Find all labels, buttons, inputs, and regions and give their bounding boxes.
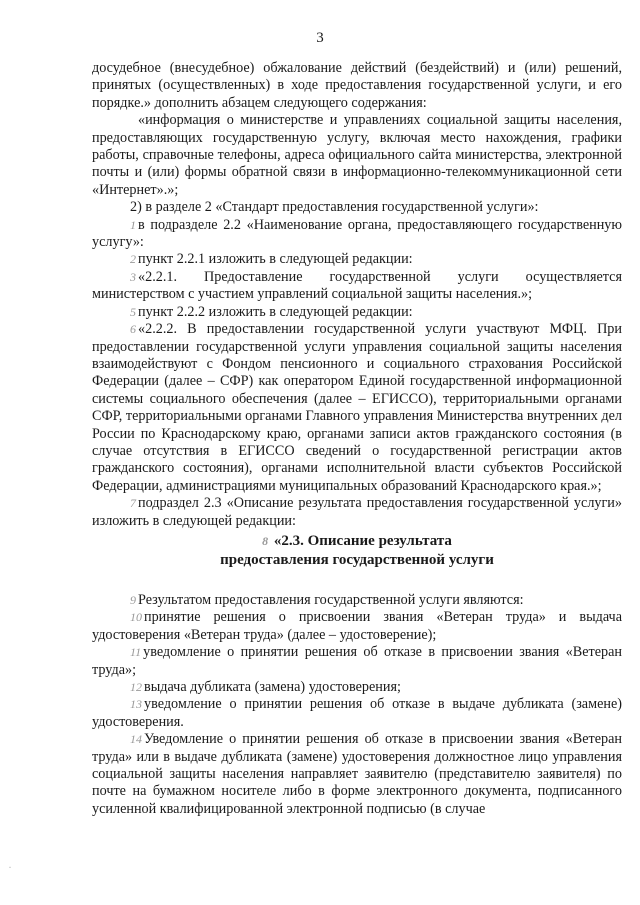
paragraph <box>92 304 622 321</box>
paragraph <box>92 495 622 530</box>
paragraph-text: принятие решения о присвоении звания «Ветеран труда» и выдача удостоверения «Ветеран труда» (далее – удостоверение); <box>92 609 622 643</box>
handwritten-mark: 11 <box>130 645 142 660</box>
paragraph <box>92 269 622 304</box>
paragraph <box>92 251 622 268</box>
paragraph <box>92 679 622 696</box>
section-heading-line1: «2.3. Описание результата <box>273 532 452 549</box>
paragraph-group-2 <box>92 592 622 818</box>
paragraph <box>92 696 622 731</box>
handwritten-mark: 7 <box>130 496 136 511</box>
handwritten-mark: 9 <box>130 592 136 607</box>
paragraph <box>92 731 622 818</box>
paragraph-text: пункт 2.2.1 изложить в следующей редакции: <box>138 251 413 268</box>
paragraph-text: досудебное (внесудебное) обжалование действий (бездействий) и (или) решений, принятых (осуществленных) в ходе предоставления государственной услуги, и его порядке.» дополнить абзацем следующего содержания: <box>92 60 622 111</box>
paragraph-text: «2.2.1. Предоставление государственной услуги осуществляется министерством с участием управлений социальной защиты населения.»; <box>92 268 622 303</box>
paragraph <box>92 321 622 495</box>
paragraph <box>92 112 622 199</box>
paragraph <box>92 60 622 112</box>
handwritten-mark: 10 <box>130 610 142 625</box>
paragraph-text: в подразделе 2.2 «Наименование органа, предоставляющего государственную услугу»: <box>92 216 622 251</box>
paragraph <box>92 592 622 609</box>
handwritten-mark: 3 <box>130 269 136 284</box>
section-heading <box>92 532 622 570</box>
handwritten-mark: 2 <box>130 252 136 267</box>
handwritten-mark: 8 <box>262 533 269 548</box>
paragraph-text: уведомление о принятии решения об отказе в присвоении звания «Ветеран труда»; <box>92 644 622 678</box>
paragraph-text: «информация о министерстве и управлениях социальной защиты населения, предоставляющих государственную услугу, включая место нахождения, графики работы, справочные телефоны, адреса официального сайта министерства, электронной почты и (или) формы обратной связи в информационно-телекоммуникационной сети «Интернет».»; <box>92 112 622 198</box>
paragraph-text: выдача дубликата (замена) удостоверения; <box>144 679 401 695</box>
paragraph-text: уведомление о принятии решения об отказе в выдаче дубликата (замене) удостоверения. <box>92 696 622 730</box>
margin-mark: · <box>8 860 12 874</box>
paragraph <box>92 217 622 252</box>
handwritten-mark: 1 <box>130 217 136 232</box>
document-body <box>92 60 622 818</box>
paragraph <box>92 609 622 644</box>
paragraph-text: подраздел 2.3 «Описание результата предоставления государственной услуги» изложить в следующей редакции: <box>92 495 622 529</box>
paragraph-text: «2.2.2. В предоставлении государственной услуги участвуют МФЦ. При предоставлении государственной услуги управления социальной защиты населения взаимодействуют с Фондом пенсионного и социального страхования Российской Федерации (далее – СФР) как оператором Единой государственной информационной системы социального обеспечения (далее – ЕГИССО), территориальными органами СФР, территориальными органами Главного управления Министерства внутренних дел России по Краснодарскому краю, органами записи актов гражданского состояния (в случае отсутствия в ЕГИССО сведений о государственной регистрации актов гражданского состояния), органами исполнительной власти субъектов Российской Федерации, администрациями муниципальных образований Краснодарского края.»; <box>92 321 622 494</box>
handwritten-mark: 5 <box>130 304 136 319</box>
paragraph-text: Уведомление о принятии решения об отказе в присвоении звания «Ветеран труда» или в выдаче дубликата (замене) удостоверения должностное лицо управления социальной защиты населения направляет заявителю (представителю заявителя) по почте на бумажном носителе либо в форме электронного документа, подписанного усиленной квалифицированной электронной подписью (в случае <box>92 731 622 817</box>
page-number: 3 <box>316 30 324 46</box>
paragraph <box>92 199 622 216</box>
paragraph-text: 2) в разделе 2 «Стандарт предоставления государственной услуги»: <box>130 199 539 216</box>
paragraph-group-1 <box>92 60 622 530</box>
handwritten-mark: 13 <box>130 697 142 712</box>
paragraph-text: Результатом предоставления государственной услуги являются: <box>138 591 524 608</box>
paragraph-text: пункт 2.2.2 изложить в следующей редакции: <box>138 303 413 320</box>
handwritten-mark: 14 <box>130 732 142 747</box>
handwritten-mark: 12 <box>130 680 142 694</box>
handwritten-mark: 6 <box>130 322 136 337</box>
section-heading-line2: предоставления государственной услуги <box>220 551 494 568</box>
paragraph <box>92 644 622 679</box>
